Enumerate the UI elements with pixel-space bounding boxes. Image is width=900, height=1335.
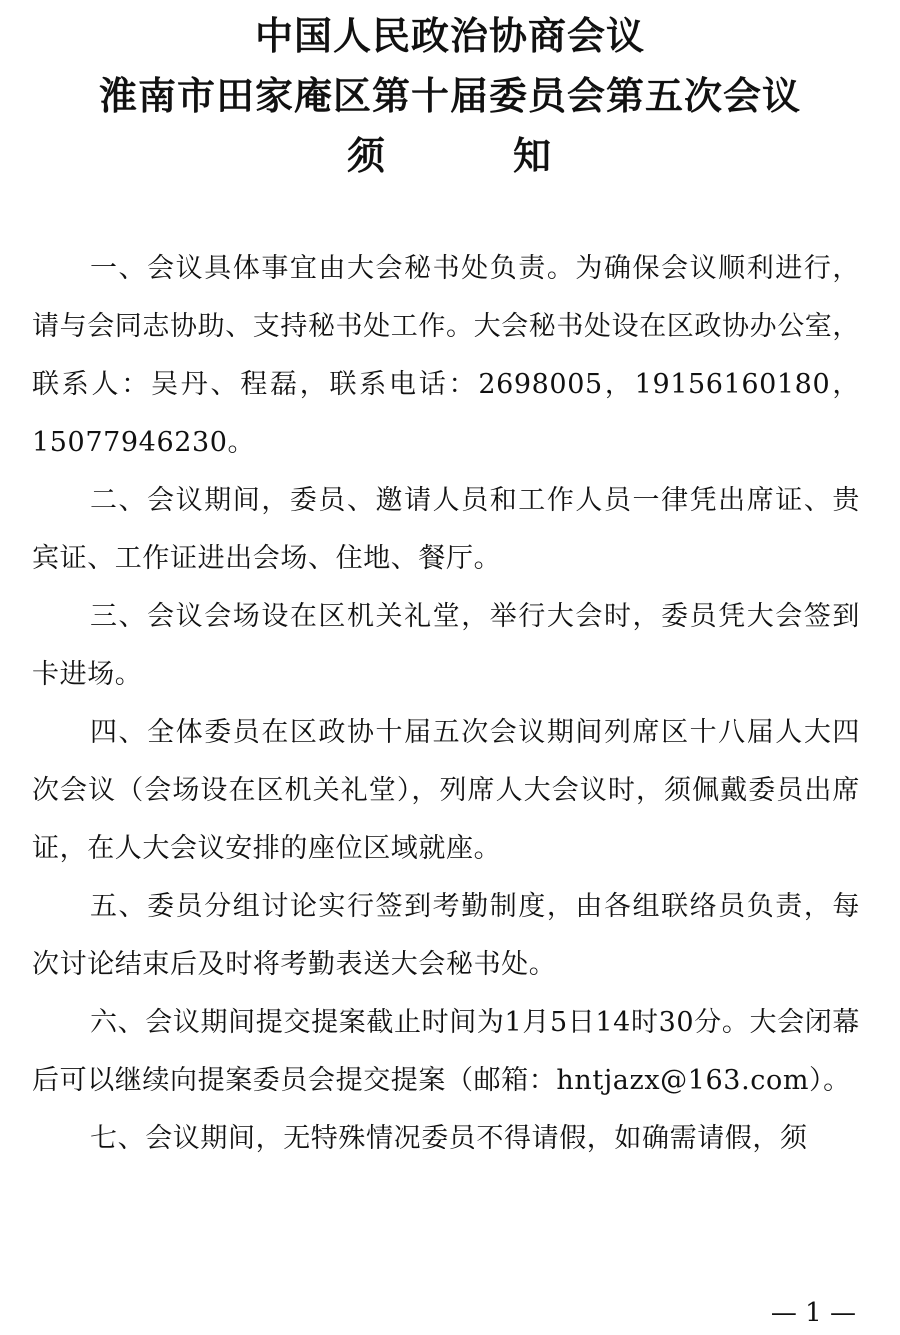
document-body [32, 240, 860, 1168]
title-line-1: 中国人民政治协商会议 [254, 13, 645, 58]
paragraph-4: 四、全体委员在区政协十届五次会议期间列席区十八届人大四次会议（会场设在区机关礼堂），列席人大会议时，须佩戴委员出席证，在人大会议安排的座位区域就座。 [32, 717, 860, 864]
paragraph-1: 一、会议具体事宜由大会秘书处负责。为确保会议顺利进行，请与会同志协助、支持秘书处工作。大会秘书处设在区政协办公室，联系人：吴丹、程磊，联系电话：2698005，19156160180，15077946230。 [32, 253, 860, 458]
paragraph-6: 六、会议期间提交提案截止时间为1月5日14时30分。大会闭幕后可以继续向提案委员会提交提案（邮箱：hntjazx@163.com）。 [32, 1007, 860, 1096]
page-number: — 1 — [770, 1298, 856, 1328]
paragraph-3: 三、会议会场设在区机关礼堂，举行大会时，委员凭大会签到卡进场。 [32, 601, 860, 690]
subtitle-right: 知 [513, 133, 554, 178]
title-line-2: 淮南市田家庵区第十届委员会第五次会议 [98, 73, 801, 118]
paragraph-5: 五、委员分组讨论实行签到考勤制度，由各组联络员负责，每次讨论结束后及时将考勤表送大会秘书处。 [32, 891, 860, 980]
paragraph-2: 二、会议期间，委员、邀请人员和工作人员一律凭出席证、贵宾证、工作证进出会场、住地、餐厅。 [32, 485, 860, 574]
subtitle-left: 须 [346, 133, 387, 178]
document-title [0, 6, 900, 186]
paragraph-7: 七、会议期间，无特殊情况委员不得请假，如确需请假，须 [90, 1123, 808, 1154]
document-subtitle [0, 126, 900, 186]
